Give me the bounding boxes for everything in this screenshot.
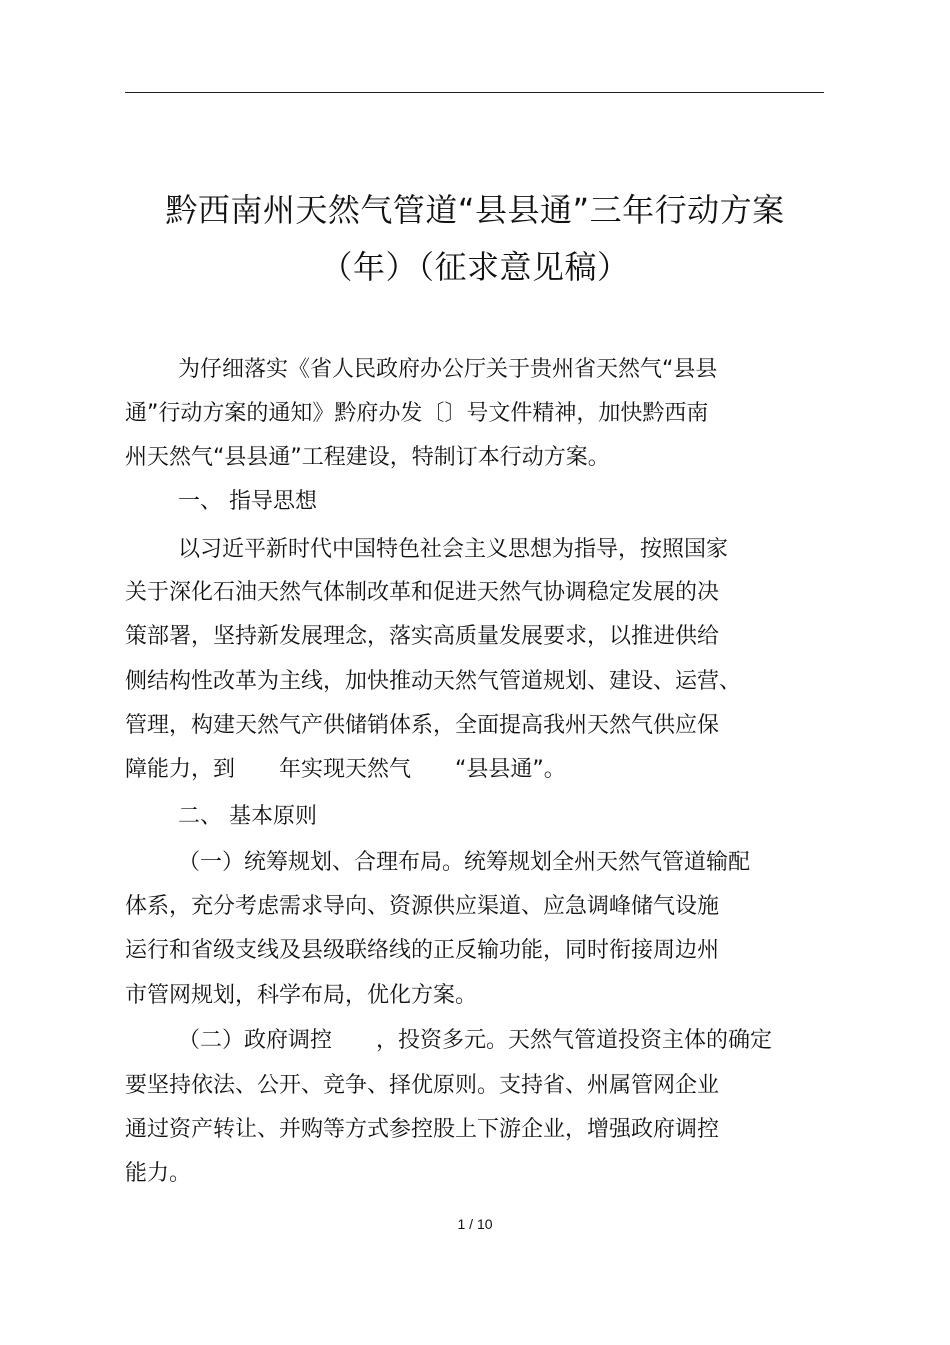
- body-line-17: 要坚持依法、公开、竞争、择优原则。支持省、州属管网企业: [125, 1073, 720, 1098]
- section-heading-2: 二、 基本原则: [178, 804, 317, 829]
- header-rule: [125, 92, 824, 93]
- body-line-10: 障能力，到 年实现天然气 “县县通”。: [125, 757, 566, 782]
- body-line-19: 能力。: [125, 1161, 192, 1186]
- body-line-9: 管理，构建天然气产供储销体系，全面提高我州天然气供应保: [125, 713, 720, 738]
- body-line-5: 以习近平新时代中国特色社会主义思想为指导，按照国家: [178, 537, 729, 562]
- body-line-2: 通”行动方案的通知》黔府办发〔〕号文件精神，加快黔西南: [125, 401, 709, 426]
- body-line-3: 州天然气“县县通”工程建设，特制订本行动方案。: [125, 445, 610, 470]
- body-line-13: 体系，充分考虑需求导向、资源供应渠道、应急调峰储气设施: [125, 894, 720, 919]
- document-title-line-2: （年）（征求意见稿）: [320, 248, 630, 286]
- page-number: 1 / 10: [457, 1216, 493, 1232]
- body-line-12: （一）统筹规划、合理布局。统筹规划全州天然气管道输配: [178, 850, 751, 875]
- body-line-8: 侧结构性改革为主线，加快推动天然气管道规划、建设、运营、: [125, 669, 742, 694]
- body-line-18: 通过资产转让、并购等方式参控股上下游企业，增强政府调控: [125, 1117, 720, 1142]
- body-line-1: 为仔细落实《省人民政府办公厅关于贵州省天然气“县县: [178, 357, 718, 382]
- document-title-line-1: 黔西南州天然气管道“县县通”三年行动方案: [165, 191, 785, 229]
- section-heading-1: 一、 指导思想: [178, 489, 317, 514]
- body-line-15: 市管网规划，科学布局，优化方案。: [125, 983, 478, 1008]
- body-line-6: 关于深化石油天然气体制改革和促进天然气协调稳定发展的决: [125, 580, 720, 605]
- body-line-14: 运行和省级支线及县级联络线的正反输功能，同时衔接周边州: [125, 938, 720, 963]
- body-line-7: 策部署，坚持新发展理念，落实高质量发展要求，以推进供给: [125, 624, 720, 649]
- body-line-16: （二）政府调控 ，投资多元。天然气管道投资主体的确定: [178, 1028, 773, 1053]
